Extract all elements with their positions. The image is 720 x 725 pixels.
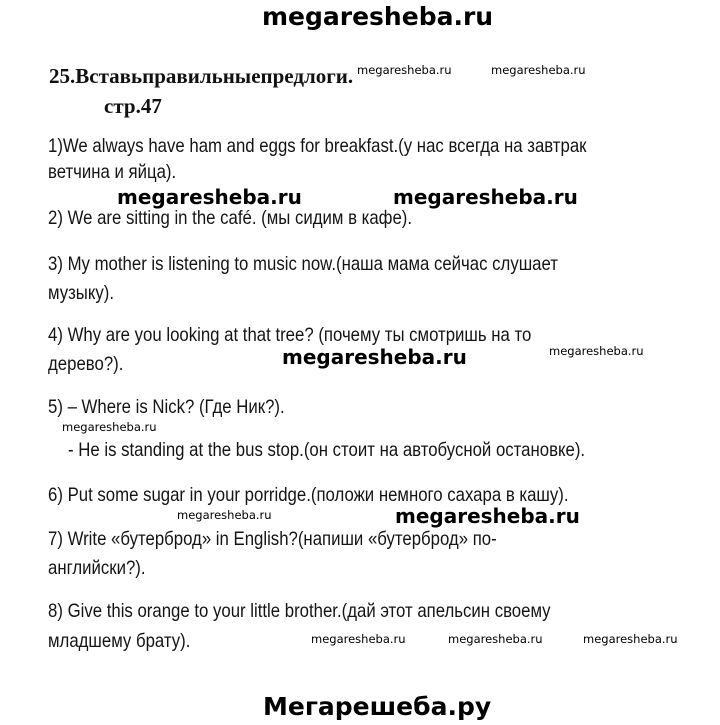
exercise-title: 25.Вставьправильныепредлоги. (49, 64, 354, 88)
watermark-small: megaresheba.ru (491, 63, 586, 77)
sentence-line: 4) Why are you looking at that tree? (почему ты смотришь на то (48, 324, 532, 346)
sentence-line: 3) My mother is listening to music now.(наша мама сейчас слушает (48, 253, 558, 275)
sentence-line: 6) Put some sugar in your porridge.(положи немного сахара в кашу). (48, 484, 569, 506)
sentence-line: младшему брату). (48, 630, 191, 652)
watermark-large: megaresheba.ru (395, 504, 580, 528)
site-title: megaresheba.ru (262, 2, 494, 31)
sentence-line: дерево?). (48, 353, 124, 375)
footer-brand: Мегарешеба.ру (263, 692, 492, 721)
sentence-line: 1)We always have ham and eggs for breakfast.(у нас всегда на завтрак (48, 135, 587, 157)
watermark-large: megaresheba.ru (282, 345, 467, 369)
sentence-line: - He is standing at the bus stop.(он стоит на автобусной остановке). (68, 439, 586, 461)
sentence-line: 8) Give this orange to your little brother.(дай этот апельсин своему (48, 600, 551, 622)
watermark-small: megaresheba.ru (311, 632, 406, 646)
watermark-small: megaresheba.ru (583, 632, 678, 646)
sentence-line: музыку). (48, 282, 115, 304)
sentence-line: английски?). (48, 557, 146, 579)
watermark-small: megaresheba.ru (62, 420, 157, 434)
watermark-small: megaresheba.ru (549, 344, 644, 358)
sentence-line: 2) We are sitting in the café. (мы сидим в кафе). (48, 207, 413, 229)
watermark-small: megaresheba.ru (177, 508, 272, 522)
watermark-large: megaresheba.ru (393, 185, 578, 209)
sentence-line: 5) – Where is Nick? (Где Ник?). (48, 396, 285, 418)
watermark-small: megaresheba.ru (357, 63, 452, 77)
page-number: стр.47 (104, 94, 162, 118)
watermark-small: megaresheba.ru (448, 632, 543, 646)
sentence-line: ветчина и яйца). (48, 161, 177, 183)
sentence-line: 7) Write «бутерброд» in English?(напиши «бутерброд» по- (48, 528, 497, 550)
watermark-large: megaresheba.ru (117, 185, 302, 209)
